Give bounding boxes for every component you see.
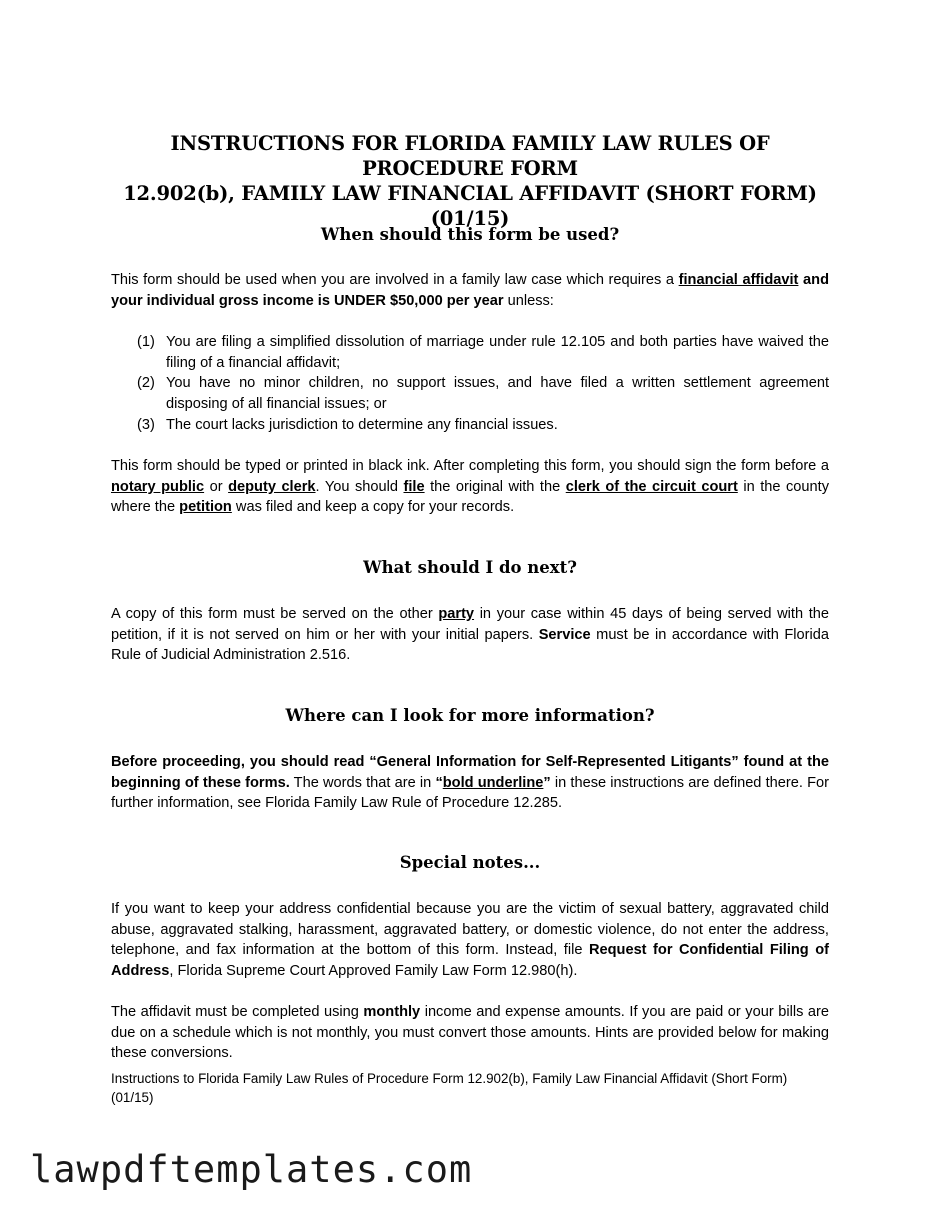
list-number: (1) — [137, 334, 155, 350]
bold-request-confidential-filing: Request for Confidential Filing of Address — [111, 942, 829, 980]
text: the original with the — [424, 478, 566, 495]
list-item — [111, 415, 829, 436]
page-footer: Instructions to Florida Family Law Rules of Procedure Form 12.902(b), Family Law Financial Affidavit (Short Form) (01/15) — [111, 1071, 788, 1105]
term-financial-affidavit[interactable]: financial affidavit — [678, 272, 799, 288]
text: or — [204, 478, 229, 495]
bold-service: Service — [538, 626, 591, 643]
list-item — [111, 373, 829, 414]
heading-when-used: When should this form be used? — [320, 225, 620, 244]
title-line-2: 12.902(b), FAMILY LAW FINANCIAL AFFIDAVIT (SHORT FORM) (01/15) — [123, 182, 817, 230]
text: in the county where the — [111, 478, 829, 516]
title-line-1: INSTRUCTIONS FOR FLORIDA FAMILY LAW RULES OF PROCEDURE FORM — [170, 132, 770, 180]
paragraph-what-next — [111, 604, 829, 666]
text: in these instructions are defined there. For further information, see Florida Family Law Rule of Procedure 12.285. — [111, 774, 829, 812]
heading-more-information: Where can I look for more information? — [285, 706, 655, 725]
text: , Florida Supreme Court Approved Family Law Form 12.980(h). — [169, 963, 578, 980]
term-party[interactable]: party — [438, 606, 475, 622]
text: unless: — [503, 292, 554, 309]
text: This form should be used when you are involved in a family law case which requires a — [111, 272, 679, 288]
text: . You should — [315, 478, 404, 495]
term-deputy-clerk[interactable]: deputy clerk — [228, 478, 316, 495]
quote-open: “ — [435, 774, 443, 791]
bold-income-condition: and your individual gross income is UNDER $50,000 per year — [111, 272, 829, 309]
text: must be in accordance with Florida Rule of Judicial Administration 2.516. — [111, 626, 829, 664]
text: was filed and keep a copy for your records. — [231, 499, 515, 516]
text: A copy of this form must be served on the other — [111, 606, 439, 622]
list-item-text: You are filing a simplified dissolution of marriage under rule 12.105 and both parties have waived the filing of a financial affidavit; — [166, 334, 829, 371]
term-clerk-of-circuit-court[interactable]: clerk of the circuit court — [565, 478, 738, 495]
heading-what-next: What should I do next? — [363, 558, 577, 577]
text: The words that are in — [289, 774, 436, 791]
text: This form should be typed or printed in black ink. After completing this form, you should sign the form before a — [111, 458, 829, 474]
term-petition[interactable]: petition — [179, 499, 232, 516]
list-item — [111, 332, 829, 373]
watermark: lawpdftemplates.com — [30, 1148, 473, 1191]
list-item-text: The court lacks jurisdiction to determine any financial issues. — [166, 416, 558, 433]
bold-monthly: monthly — [363, 1004, 421, 1020]
term-file[interactable]: file — [403, 478, 425, 495]
text: in your case within 45 days of being served with the petition, if it is not served on him or her with your initial papers. — [111, 606, 829, 643]
list-number: (2) — [137, 375, 155, 392]
term-bold-underline[interactable]: bold underline — [442, 774, 544, 791]
list-number: (3) — [137, 416, 155, 433]
bold-before-proceeding: Before proceeding, you should read “General Information for Self-Represented Litigants” found at the beginning of these forms. — [111, 754, 829, 791]
list-item-text: You have no minor children, no support issues, and have filed a written settlement agreement disposing of all financial issues; or — [166, 375, 829, 413]
document-title — [111, 131, 829, 231]
text: If you want to keep your address confidential because you are the victim of sexual battery, aggravated child abuse, aggravated stalking, harassment, aggravated battery, or domestic violence, do not enter the address, telephone, and fax information at the bottom of this form. Instead, file — [111, 901, 829, 959]
paragraph-monthly-amounts — [111, 1002, 829, 1064]
paragraph-filing — [111, 456, 829, 518]
text: The affidavit must be completed using — [111, 1004, 364, 1020]
term-notary-public[interactable]: notary public — [111, 478, 205, 495]
paragraph-more-information — [111, 752, 829, 814]
paragraph-confidential-address — [111, 899, 829, 982]
paragraph-when-used — [111, 270, 829, 311]
quote-close: ” — [543, 774, 551, 791]
exceptions-list — [111, 332, 829, 436]
heading-special-notes: Special notes... — [399, 853, 541, 872]
text: income and expense amounts. If you are paid or your bills are due on a schedule which is not monthly, you must convert those amounts. Hints are provided below for making these conversions. — [111, 1004, 829, 1062]
